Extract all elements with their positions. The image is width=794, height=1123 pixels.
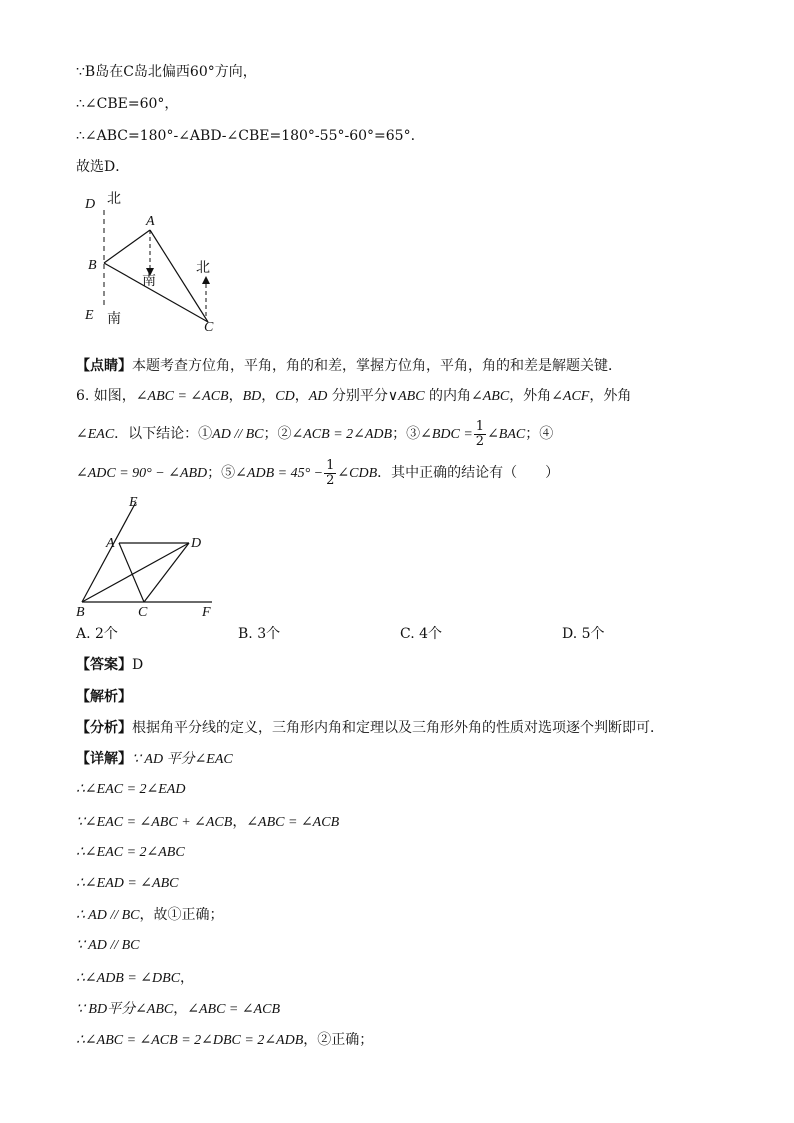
label-e: E: [129, 495, 138, 510]
label-b: B: [76, 605, 85, 620]
solution-line-2: ∴∠CBE=60°，: [76, 96, 179, 112]
q6-conclusion-2: ∠ACB = 2∠ADB: [291, 427, 393, 442]
q6-conclusion-3-rhs: ∠BAC: [487, 427, 526, 442]
segment-ac: [150, 230, 208, 322]
q6-text: ；⑤: [207, 465, 236, 481]
analysis-tag: 【分析】: [76, 720, 132, 736]
segment-ba: [104, 230, 150, 263]
q6-text: 的内角: [424, 388, 472, 404]
label-a: A: [106, 536, 115, 551]
q6-text: ．以下结论：①: [114, 426, 213, 442]
solution-line-1: ∵B岛在C岛北偏西60°方向，: [76, 64, 257, 80]
detail-step: ∠ABC = ∠ACB: [187, 1002, 281, 1017]
q6-prefix: 6. 如图，: [76, 388, 136, 404]
q6-given-equal-angles: ∠ABC = ∠ACB: [135, 389, 229, 404]
q6-text: ，外角: [589, 388, 632, 404]
q6-text: 分别平分: [327, 388, 388, 404]
label-south-mid: 南: [142, 274, 156, 289]
detail-line-3: [76, 812, 339, 833]
detail-step: ∠ABC = ∠ACB: [246, 815, 340, 830]
detail-line-10: [76, 1030, 373, 1051]
detail-line-5: ∴∠EAD = ∠ABC: [76, 876, 179, 891]
figure-geometry: [72, 492, 232, 622]
q6-question-stem: ．其中正确的结论有（ ）: [377, 465, 560, 481]
detail-line-1: [76, 749, 233, 770]
fraction-denominator: 2: [475, 433, 485, 449]
label-south-2: 南: [107, 312, 121, 327]
comment-line: [76, 356, 622, 376]
q6-sep: ，: [261, 388, 276, 404]
label-c: C: [138, 605, 148, 620]
q6-angle-eac: ∠EAC: [76, 427, 115, 442]
q6-conclusion-5-lhs: ∠ADB = 45° −: [235, 466, 324, 481]
detail-verdict: ，②正确；: [303, 1032, 374, 1048]
detail-sep: ，: [232, 814, 247, 830]
solution-line-4: 故选D．: [76, 159, 130, 175]
answer-line: [76, 655, 143, 675]
q6-bd: BD: [242, 389, 262, 404]
detail-line-2: ∴∠EAC = 2∠EAD: [76, 782, 186, 797]
label-north-1: 北: [107, 192, 121, 207]
label-f: F: [202, 605, 211, 620]
detail-line-9: [76, 999, 280, 1020]
solution-line-3: ∴∠ABC=180°-∠ABD-∠CBE=180°-55°-60°=65°.: [76, 128, 416, 144]
q6-text: ，外角: [509, 388, 552, 404]
label-d: D: [85, 197, 96, 212]
q6-ad: AD: [308, 389, 328, 404]
fraction-one-half: [324, 459, 336, 488]
detail-sep: ，: [173, 1001, 188, 1017]
label-a: A: [146, 214, 155, 229]
fraction-numerator: 1: [475, 418, 485, 434]
detail-step: ∴ AD // BC: [76, 908, 140, 923]
q6-text: ；②: [263, 426, 292, 442]
option-d: D. 5个: [562, 626, 605, 642]
fraction-numerator: 1: [326, 457, 335, 473]
answer-tag: 【答案】: [76, 657, 132, 673]
analysis-heading: 【解析】: [76, 689, 132, 705]
detail-line-8: [76, 968, 194, 989]
analysis-line: [76, 718, 664, 738]
answer-value: D: [132, 657, 144, 673]
q6-conclusion-3-lhs: ∠BDC =: [420, 427, 473, 442]
fraction-one-half: [474, 420, 486, 449]
q6-sep: ，: [294, 388, 309, 404]
q6-angle-acf: ∠ACF: [551, 389, 590, 404]
option-c: C. 4个: [400, 626, 443, 642]
label-d: D: [191, 536, 202, 551]
label-b: B: [88, 258, 97, 273]
detail-step: ∵∠EAC = ∠ABC + ∠ACB: [76, 815, 233, 830]
detail-line-4: ∴∠EAC = 2∠ABC: [76, 845, 185, 860]
q6-conclusion-5-rhs: ∠CDB: [337, 466, 378, 481]
analysis-text: 根据角平分线的定义，三角形内角和定理以及三角形外角的性质对选项逐个判断即可．: [132, 720, 664, 736]
q6-text: ；③: [392, 426, 421, 442]
label-e: E: [85, 308, 94, 323]
comment-text: 本题考查方位角，平角，角的和差，掌握方位角，平角，角的和差是解题关键．: [132, 358, 622, 374]
q6-angle-abc: ∠ABC: [471, 389, 510, 404]
q6-cd: CD: [275, 389, 295, 404]
detail-step: ∵ AD 平分∠EAC: [132, 752, 233, 767]
arrowhead-north: [202, 276, 210, 284]
fraction-denominator: 2: [326, 472, 335, 488]
comment-tag: 【点睛】: [76, 358, 132, 374]
q6-conclusion-4: ∠ADC = 90° − ∠ABD: [76, 466, 208, 481]
q6-sep: ，: [228, 388, 243, 404]
detail-step: ∴∠ADB = ∠DBC: [76, 971, 181, 986]
detail-step: ∴∠ABC = ∠ACB = 2∠DBC = 2∠ADB: [76, 1033, 304, 1048]
detail-tag: 【详解】: [76, 751, 132, 767]
question-6-line-3: [76, 458, 559, 489]
option-a: A. 2个: [76, 626, 118, 642]
detail-verdict: ，故①正确；: [139, 907, 224, 923]
option-b: B. 3个: [238, 626, 281, 642]
segment-cd: [144, 543, 189, 602]
label-c: C: [204, 320, 214, 335]
detail-step: ∵ BD平分∠ABC: [76, 1002, 174, 1017]
label-north-2: 北: [196, 261, 210, 276]
q6-text: ；④: [525, 426, 554, 442]
figure-direction-angle: [80, 188, 240, 338]
detail-line-6: [76, 905, 224, 926]
segment-ac: [119, 543, 144, 602]
question-6-line-2: [76, 419, 553, 450]
detail-line-7: ∵ AD // BC: [76, 938, 140, 953]
question-6-line-1: [76, 386, 631, 407]
detail-sep: ，: [180, 970, 195, 986]
q6-conclusion-1: AD // BC: [212, 427, 264, 442]
q6-triangle-abc: ∨ABC: [387, 389, 425, 404]
